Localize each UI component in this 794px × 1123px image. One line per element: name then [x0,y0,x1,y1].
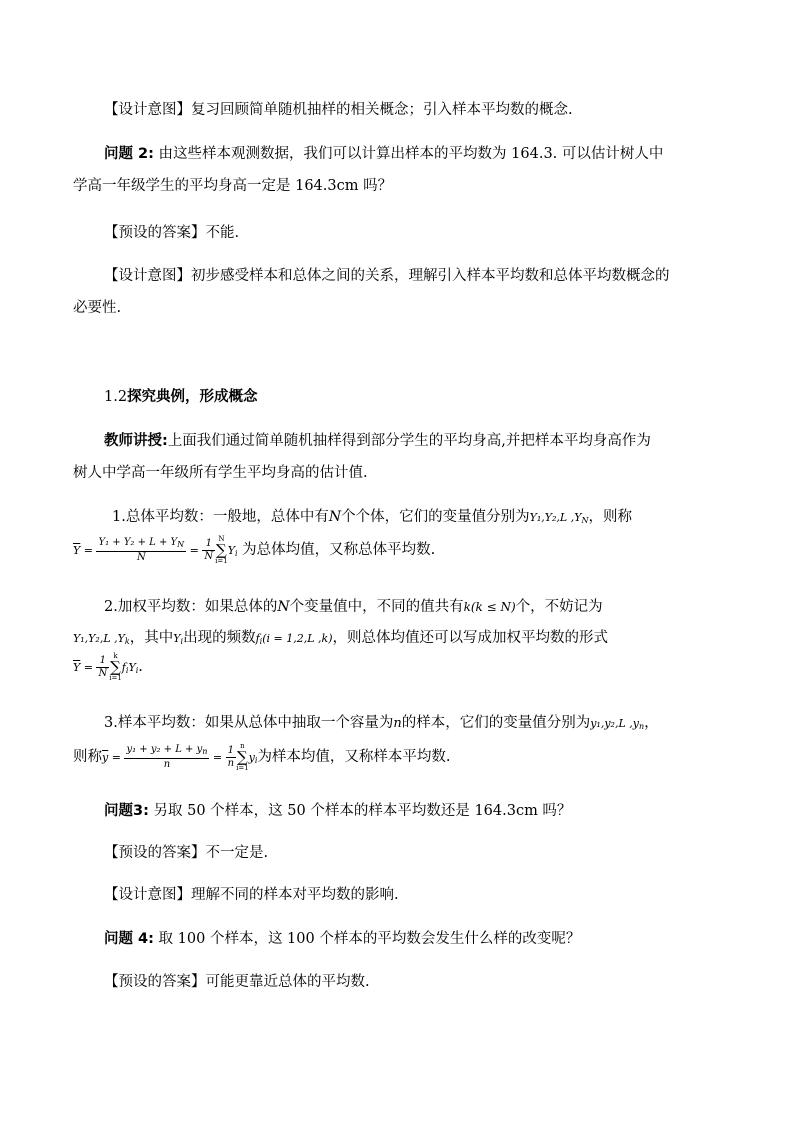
definition-sample-mean-line2: 则称$\overline{y}$ = $\frac{y_1 + y_2 + L + y_n}{n}$ = $\frac{1}{n}$ n ∑ $i=1y_i$为样本均值，又称样本平均数. [73,742,451,772]
question-2-line2 [73,175,392,197]
teacher-lecture-line1 [104,430,651,452]
math-var: n [393,716,402,731]
design-intent-2-line2 [73,297,121,319]
sum-lower: i=1 [236,764,249,772]
label-question: 问题3: [104,803,149,819]
definition-population-mean-line1 [112,506,632,532]
math-denominator: N [204,550,214,562]
summation: k ∑ i=1 [109,652,122,682]
definition-weighted-mean-line2 [73,627,608,653]
label-design-intent: 【设计意图】 [104,887,191,903]
paragraph-text: 不一定是. [205,845,269,861]
math-fraction [96,655,109,680]
text: 出现的频数 [183,630,256,646]
formula-weighted-mean: $\overline{Y}$ = $\frac{1}{N}$ k ∑ $i=1f_iY_i$. [73,652,143,682]
section-number: 1.2 [104,389,128,405]
math-numerator: Y₁ + Y₂ + L + Y [98,536,178,548]
math-lhs: $\overline{Y}$ [73,661,81,674]
text: 则称 [73,749,102,765]
label-preset-answer: 【预设的答案】 [104,974,206,990]
paragraph-text: 必要性. [73,300,122,316]
section-heading [104,386,258,408]
label-teacher-lecture: 教师讲授: [104,433,168,449]
math-numerator: 1 [96,655,109,668]
sum-upper: N [218,535,225,543]
math-subscript: i [234,549,238,558]
paragraph-text: 另取 50 个样本，这 50 个样本的样本平均数还是 164.3cm 吗？ [153,803,572,819]
label-design-intent: 【设计意图】 [104,268,191,284]
math-denominator: N [98,667,108,679]
design-intent-3 [104,884,399,906]
text: 的样本，它们的变量值分别为 [401,715,591,731]
math-values: y₁,y₂,L ,y [590,717,639,730]
math-values: Y₁,Y₂,L ,Y [73,632,125,645]
math-term: Y [128,661,136,674]
sum-lower: i=1 [215,557,228,565]
formula-population-mean: $\overline{Y}$ = $\frac{Y_1 + Y_2 + L + Y_N}{N}$ = $\frac{1}{N}$ N ∑ $i=1Y_i$ [73,535,238,565]
math-var: N [277,599,290,615]
text: ，则称 [588,509,632,525]
math-subscript: i [259,637,263,646]
definition-weighted-mean-line1 [104,596,603,618]
paragraph-text: 树人中学高一年级所有学生平均身高的估计值. [73,465,368,481]
label-preset-answer: 【预设的答案】 [104,225,206,241]
math-numerator: 1 [226,745,236,758]
preset-answer-3 [104,971,370,993]
math-var: N [328,509,342,525]
text: 个个体，它们的变量值分别为 [341,509,530,525]
math-subscript: N [581,516,589,525]
math-subscript: i [254,756,258,765]
sum-lower: i=1 [109,674,122,682]
math-subscript: N [177,539,185,549]
text: 个，不妨记为 [515,599,603,615]
math-fraction [124,744,209,771]
teacher-lecture-line2 [73,462,368,484]
text: 个变量值中，不同的值共有 [289,599,464,615]
math-numerator: y₁ + y₂ + L + y [126,743,203,755]
paragraph-text: 上面我们通过简单随机抽样得到部分学生的平均身高,并把样本平均身高作为 [167,433,651,449]
text: ，其中 [129,630,174,646]
math-term: f [121,661,126,674]
math-expr: k(k ≤ N) [463,600,516,614]
paragraph-text: 由这些样本观测数据，我们可以计算出样本的平均数为 164.3. 可以估计树人中 [158,146,664,162]
text: 为总体均值，又称总体平均数. [242,542,436,558]
math-fraction [202,538,215,563]
math-denominator: N [136,551,146,563]
text: . [138,659,143,675]
math-subscript: i [125,666,129,675]
math-term: Y [227,544,235,557]
design-intent-2-line1 [104,265,670,287]
definition-sample-mean-line1 [104,712,659,738]
math-term: y [248,751,255,764]
preset-answer-2 [104,842,268,864]
label-question: 问题 4: [104,931,154,947]
sum-upper: n [240,742,245,750]
design-intent-1 [104,99,573,121]
question-3 [104,800,571,822]
math-denominator: n [227,757,235,769]
paragraph-text: 学高一年级学生的平均身高一定是 164.3cm 吗？ [73,178,393,194]
text: ， [644,715,659,731]
summation: n ∑ i=1 [236,742,249,772]
math-var: f [255,632,260,645]
paragraph-text: 可能更靠近总体的平均数. [205,974,370,990]
text: 2.加权平均数：如果总体的 [104,599,278,615]
math-lhs: $\overline{y}$ [102,751,109,764]
label-preset-answer: 【预设的答案】 [104,845,206,861]
paragraph-text: 理解不同的样本对平均数的影响. [191,887,399,903]
text: 1.总体平均数：一般地，总体中有 [112,509,329,525]
text: ，则总体均值还可以写成加权平均数的形式 [332,630,608,646]
section-title: 探究典例，形成概念 [127,389,258,405]
math-subscript: n [638,722,645,731]
math-values: Y₁,Y₂,L ,Y [529,511,582,524]
text: 为样本均值，又称样本平均数. [257,749,451,765]
paragraph-text: 初步感受样本和总体之间的关系，理解引入样本平均数和总体平均数概念的 [191,268,670,284]
summation: N ∑ i=1 [215,535,228,565]
paragraph-text: 不能. [205,225,240,241]
math-subscript: i [135,666,139,675]
math-subscript: i [180,637,184,646]
paragraph-text: 取 100 个样本，这 100 个样本的平均数会发生什么样的改变呢？ [158,931,581,947]
math-fraction [226,745,236,770]
label-question: 问题 2: [104,146,154,162]
math-subscript: n [202,746,208,756]
math-numerator: 1 [202,538,215,551]
text: 3.样本平均数：如果从总体中抽取一个容量为 [104,715,394,731]
preset-answer-1 [104,222,239,244]
math-expr: (i = 1,2,L ,k) [262,632,333,645]
definition-population-mean-line2 [73,535,435,569]
question-4 [104,928,580,950]
sum-upper: k [113,652,118,660]
math-subscript: k [124,637,130,646]
math-lhs: $\overline{Y}$ [73,544,81,557]
question-2-line1 [104,143,663,165]
paragraph-text: 复习回顾简单随机抽样的相关概念；引入样本平均数的概念. [191,102,573,118]
math-fraction [96,537,186,564]
math-var: Y [173,632,181,645]
math-denominator: n [163,758,171,770]
label-design-intent: 【设计意图】 [104,102,191,118]
